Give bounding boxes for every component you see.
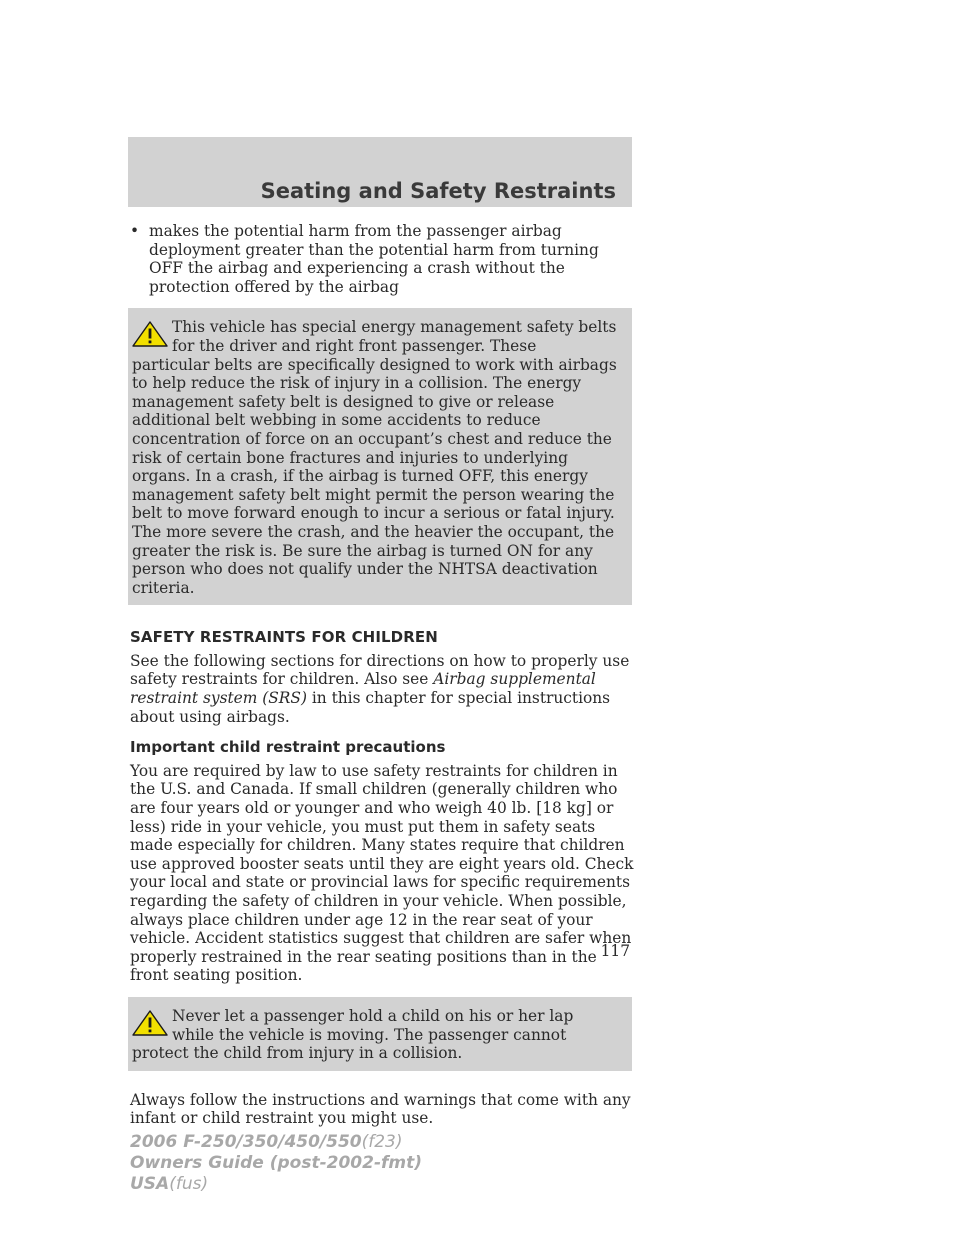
footer-line-model: [130, 1132, 422, 1153]
footer-market: USA: [130, 1174, 170, 1194]
warning-box-energy-belts: [128, 308, 632, 605]
footer-model: 2006 F-250/350/450/550: [130, 1132, 362, 1152]
warning-triangle-icon: [130, 1009, 170, 1037]
bullet-item: [130, 222, 635, 296]
bullet-mark: •: [130, 222, 140, 240]
page-content: [130, 222, 635, 1140]
intro-text-end: in this chapter for special instructions about using airbags.: [130, 689, 611, 726]
footer-model-code: (f23): [361, 1132, 403, 1152]
document-footer: [130, 1132, 422, 1195]
chapter-title: Seating and Safety Restraints: [260, 179, 616, 203]
subsection-heading: Important child restraint precautions: [130, 738, 446, 757]
intro-text: See the following sections for directions on how to properly use safety restraints for children. Also see: [130, 651, 630, 689]
warning-text: This vehicle has special energy management safety belts for the driver and right front passenger. These particular belts are specifically designed to work with airbags to help reduce the risk of injury in a collision. The energy management safety belt is designed to give or release additional belt webbing in some accidents to reduce concentration of force on an occupant’s chest and reduce the risk of certain bone fractures and injuries to underlying organs. In a crash, if the airbag is turned OFF, this energy management safety belt might permit the person wearing the belt to move forward enough to incur a serious or fatal injury. The more severe the crash, and the heavier the occupant, the greater the risk is. Be sure the airbag is turned ON for any person who does not qualify under the NHTSA deactivation criteria.: [132, 318, 617, 597]
warning-box-lap: [128, 997, 632, 1071]
law-paragraph: You are required by law to use safety restraints for children in the U.S. and Canada. If small children (generally children who are four years old or younger and who weigh 40 lb. [18 kg] or less) ride in your vehicle, you must put them in safety seats made especially for children. Many states require that children use approved booster seats until they are eight years old. Check your local and state or provincial laws for specific requirements regarding the safety of children in your vehicle. When possible, always place children under age 12 in the rear seat of your vehicle. Accident statistics suggest that children are safer when properly restrained in the rear seating positions than in the front seating position.: [130, 761, 634, 985]
page-number: 117: [600, 942, 630, 960]
warning-triangle-icon: [130, 320, 170, 348]
footer-line-market: [130, 1174, 422, 1195]
closing-paragraph: Always follow the instructions and warnings that come with any infant or child restraint you might use.: [130, 1090, 631, 1128]
srs-reference: Airbag supplemental restraint system (SRS): [130, 670, 596, 708]
footer-market-code: (fus): [169, 1174, 209, 1194]
section-heading: SAFETY RESTRAINTS FOR CHILDREN: [130, 628, 438, 647]
warning-text: Never let a passenger hold a child on his or her lap while the vehicle is moving. The passenger cannot protect the child from injury in a collision.: [132, 1006, 574, 1063]
bullet-text: makes the potential harm from the passenger airbag deployment greater than the potential harm from turning OFF the airbag and experiencing a crash without the protection offered by the airbag: [149, 222, 599, 296]
intro-paragraph: [130, 652, 635, 726]
chapter-header: [128, 137, 632, 207]
footer-line-guide: Owners Guide (post-2002-fmt): [130, 1153, 423, 1173]
